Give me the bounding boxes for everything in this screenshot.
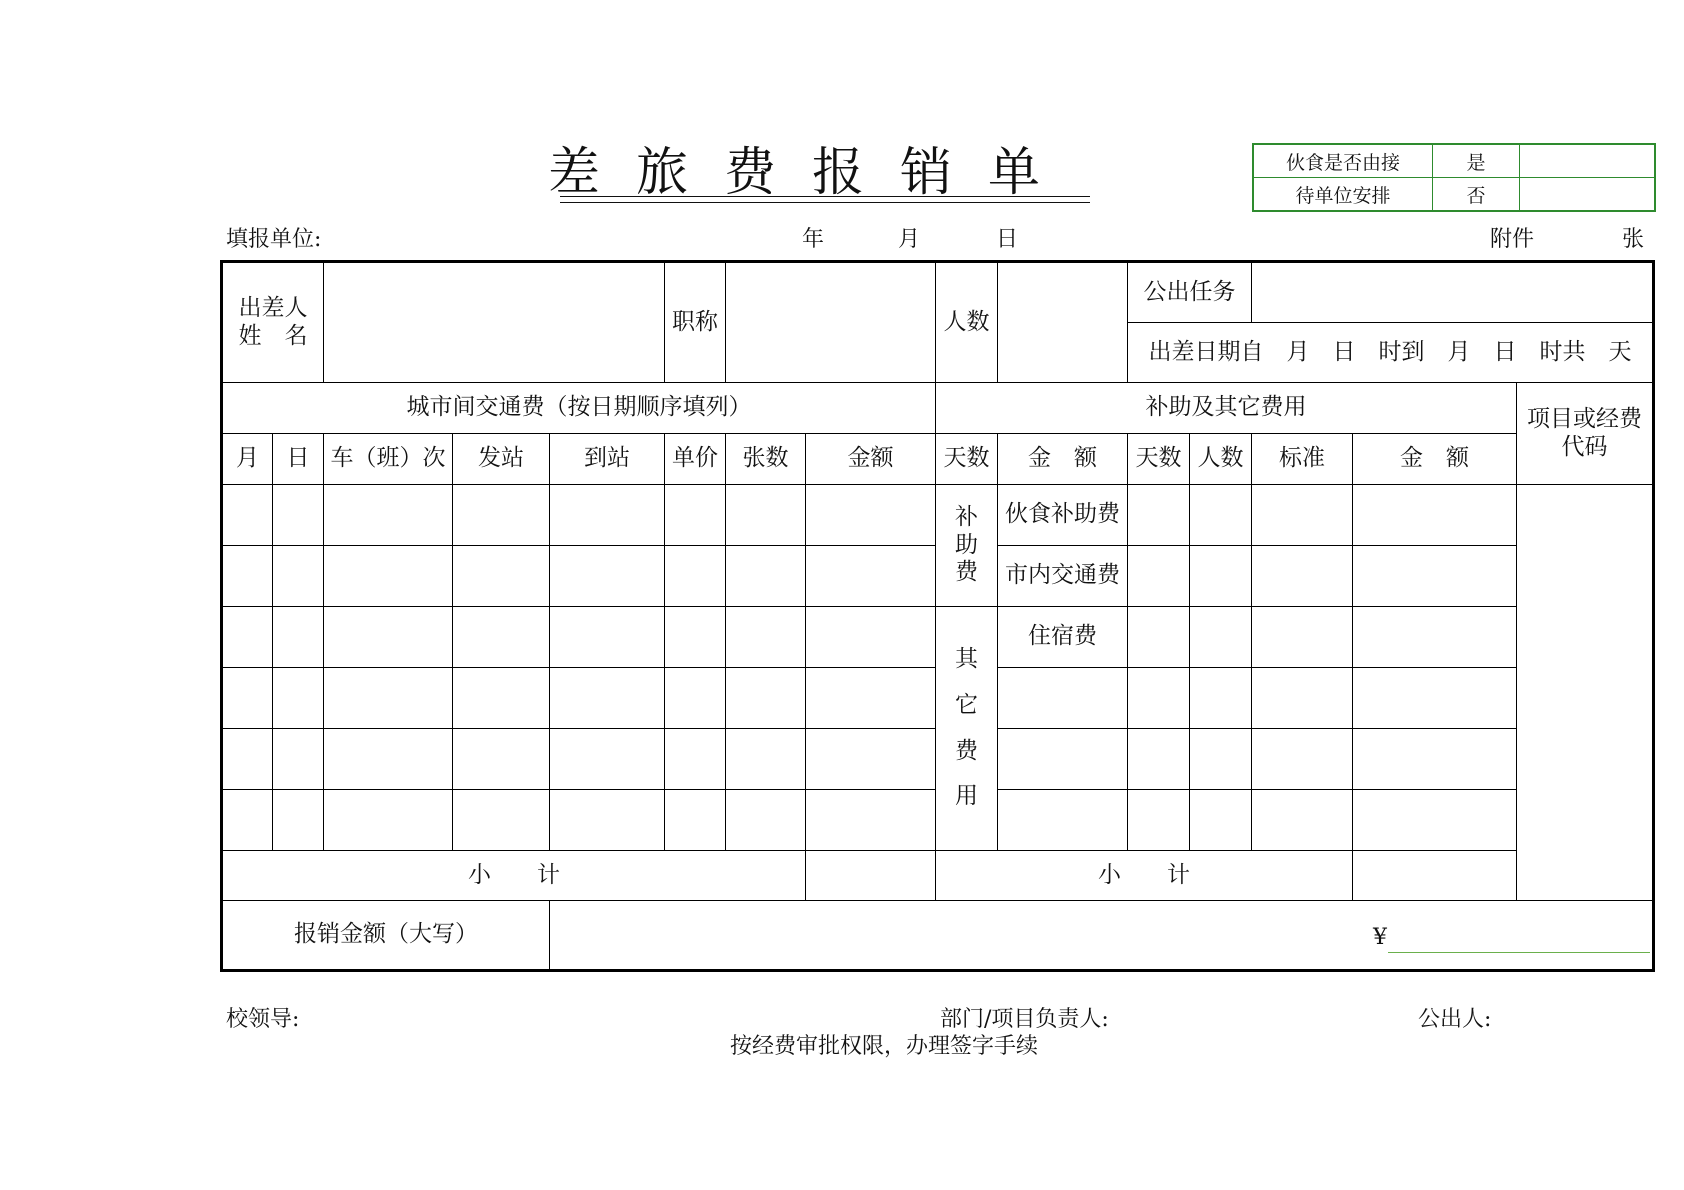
table-cell[interactable] bbox=[1128, 668, 1190, 729]
table-cell[interactable] bbox=[1353, 729, 1517, 790]
col-month: 月 bbox=[222, 434, 273, 485]
traveler-name-field[interactable] bbox=[324, 262, 665, 383]
table-cell[interactable] bbox=[550, 729, 665, 790]
day-label: 日 bbox=[996, 227, 1019, 252]
table-cell[interactable] bbox=[453, 485, 550, 546]
attachment-label: 附件 bbox=[1490, 227, 1535, 252]
table-cell[interactable] bbox=[324, 668, 453, 729]
table-cell[interactable] bbox=[665, 546, 726, 607]
table-cell[interactable] bbox=[453, 729, 550, 790]
travel-dates-field[interactable]: 出差日期自 月 日 时到 月 日 时共 天 bbox=[1128, 323, 1654, 383]
table-cell[interactable] bbox=[1252, 607, 1353, 668]
table-cell[interactable] bbox=[453, 607, 550, 668]
col-allowance-days: 天数 bbox=[936, 434, 998, 485]
table-cell[interactable] bbox=[998, 668, 1128, 729]
allowance-subtotal-field[interactable] bbox=[1353, 851, 1517, 901]
table-cell[interactable] bbox=[726, 729, 806, 790]
table-cell[interactable] bbox=[1252, 668, 1353, 729]
table-cell[interactable] bbox=[324, 485, 453, 546]
table-cell[interactable] bbox=[665, 485, 726, 546]
col-allowance-amount: 金 额 bbox=[998, 434, 1128, 485]
table-cell[interactable] bbox=[273, 607, 324, 668]
table-cell[interactable] bbox=[998, 790, 1128, 851]
col-unit-price: 单价 bbox=[665, 434, 726, 485]
table-cell[interactable] bbox=[806, 790, 936, 851]
traveler-name-label: 出差人 姓 名 bbox=[222, 262, 324, 383]
col-day: 日 bbox=[273, 434, 324, 485]
allowance-section-header: 补助及其它费用 bbox=[936, 383, 1517, 434]
meal-arrangement-box bbox=[1252, 143, 1656, 212]
table-cell[interactable] bbox=[806, 607, 936, 668]
table-cell[interactable] bbox=[1190, 485, 1252, 546]
table-cell[interactable] bbox=[998, 729, 1128, 790]
table-cell[interactable] bbox=[1128, 607, 1190, 668]
official-task-label: 公出任务 bbox=[1128, 262, 1252, 323]
table-cell[interactable] bbox=[222, 729, 273, 790]
table-cell[interactable] bbox=[453, 790, 550, 851]
job-title-field[interactable] bbox=[726, 262, 936, 383]
table-cell[interactable] bbox=[726, 607, 806, 668]
unit-label: 填报单位: bbox=[226, 227, 322, 252]
table-cell[interactable] bbox=[665, 729, 726, 790]
local-transport-label: 市内交通费 bbox=[998, 546, 1128, 607]
table-cell[interactable] bbox=[550, 607, 665, 668]
table-cell[interactable] bbox=[1252, 546, 1353, 607]
sheets-label: 张 bbox=[1622, 227, 1645, 252]
meal-question-line2: 待单位安排 bbox=[1253, 178, 1433, 212]
project-code-label: 项目或经费代码 bbox=[1517, 383, 1654, 485]
table-cell[interactable] bbox=[1353, 668, 1517, 729]
table-cell[interactable] bbox=[1128, 729, 1190, 790]
allowance-subtotal-label: 小 计 bbox=[936, 851, 1353, 901]
title-underline bbox=[560, 196, 1090, 197]
table-cell[interactable] bbox=[726, 485, 806, 546]
meal-question-line1: 伙食是否由接 bbox=[1253, 144, 1433, 178]
table-cell[interactable] bbox=[550, 546, 665, 607]
table-cell[interactable] bbox=[222, 546, 273, 607]
people-count-label: 人数 bbox=[936, 262, 998, 383]
col-standard: 标准 bbox=[1252, 434, 1353, 485]
table-cell[interactable] bbox=[806, 668, 936, 729]
table-cell[interactable] bbox=[726, 790, 806, 851]
table-cell[interactable] bbox=[324, 790, 453, 851]
meal-no-label: 否 bbox=[1433, 178, 1520, 212]
table-cell[interactable] bbox=[1190, 546, 1252, 607]
table-cell[interactable] bbox=[1252, 729, 1353, 790]
meal-no-checkbox[interactable] bbox=[1520, 178, 1656, 212]
year-label: 年 bbox=[802, 227, 825, 252]
reimburse-total-field[interactable] bbox=[550, 901, 1654, 971]
table-cell[interactable] bbox=[324, 729, 453, 790]
table-cell[interactable] bbox=[550, 485, 665, 546]
table-cell[interactable] bbox=[222, 790, 273, 851]
people-count-field[interactable] bbox=[998, 262, 1128, 383]
table-cell[interactable] bbox=[1190, 790, 1252, 851]
col-amount: 金额 bbox=[806, 434, 936, 485]
dept-head-label: 部门/项目负责人: bbox=[940, 1007, 1109, 1032]
other-group-label: 其 它 费 用 bbox=[936, 607, 998, 851]
table-cell[interactable] bbox=[806, 546, 936, 607]
table-cell[interactable] bbox=[222, 485, 273, 546]
project-code-field[interactable] bbox=[1517, 485, 1654, 901]
table-cell[interactable] bbox=[453, 668, 550, 729]
table-cell[interactable] bbox=[806, 729, 936, 790]
table-cell[interactable] bbox=[550, 790, 665, 851]
allowance-group-label: 补 助 费 bbox=[936, 485, 998, 607]
table-cell[interactable] bbox=[1353, 790, 1517, 851]
table-cell[interactable] bbox=[1353, 546, 1517, 607]
table-cell[interactable] bbox=[1190, 607, 1252, 668]
table-cell[interactable] bbox=[1128, 485, 1190, 546]
amount-underline bbox=[1388, 952, 1650, 953]
table-cell[interactable] bbox=[1353, 607, 1517, 668]
form-title: 差旅费报销单 bbox=[548, 143, 1077, 203]
table-cell[interactable] bbox=[222, 668, 273, 729]
table-cell[interactable] bbox=[324, 607, 453, 668]
traveler-signature-label: 公出人: bbox=[1418, 1007, 1492, 1032]
table-cell[interactable] bbox=[806, 485, 936, 546]
table-cell[interactable] bbox=[273, 668, 324, 729]
intercity-subtotal-field[interactable] bbox=[806, 851, 936, 901]
title-underline-double bbox=[560, 202, 1090, 203]
intercity-subtotal-label: 小 计 bbox=[222, 851, 806, 901]
meal-yes-label: 是 bbox=[1433, 144, 1520, 178]
month-label: 月 bbox=[898, 227, 921, 252]
table-cell[interactable] bbox=[273, 546, 324, 607]
reimburse-total-label: 报销金额（大写） bbox=[222, 901, 550, 971]
intercity-section-header: 城市间交通费（按日期顺序填列） bbox=[222, 383, 936, 434]
reimbursement-table bbox=[220, 260, 1655, 972]
meal-allowance-label: 伙食补助费 bbox=[998, 485, 1128, 546]
col-train-number: 车（班）次 bbox=[324, 434, 453, 485]
col-departure: 发站 bbox=[453, 434, 550, 485]
table-cell[interactable] bbox=[273, 729, 324, 790]
col-other-people: 人数 bbox=[1190, 434, 1252, 485]
table-cell[interactable] bbox=[726, 546, 806, 607]
job-title-label: 职称 bbox=[665, 262, 726, 383]
lodging-label: 住宿费 bbox=[998, 607, 1128, 668]
yen-symbol: ¥ bbox=[1373, 925, 1387, 950]
col-ticket-count: 张数 bbox=[726, 434, 806, 485]
table-cell[interactable] bbox=[1190, 729, 1252, 790]
table-cell[interactable] bbox=[222, 607, 273, 668]
table-cell[interactable] bbox=[324, 546, 453, 607]
table-cell[interactable] bbox=[1128, 790, 1190, 851]
table-cell[interactable] bbox=[1252, 485, 1353, 546]
table-cell[interactable] bbox=[726, 668, 806, 729]
col-other-days: 天数 bbox=[1128, 434, 1190, 485]
table-cell[interactable] bbox=[273, 485, 324, 546]
table-cell[interactable] bbox=[1353, 485, 1517, 546]
col-arrival: 到站 bbox=[550, 434, 665, 485]
table-cell[interactable] bbox=[453, 546, 550, 607]
table-cell[interactable] bbox=[1190, 668, 1252, 729]
table-cell[interactable] bbox=[550, 668, 665, 729]
official-task-field[interactable] bbox=[1252, 262, 1654, 323]
table-cell[interactable] bbox=[665, 668, 726, 729]
school-leader-label: 校领导: bbox=[226, 1007, 300, 1032]
table-cell[interactable] bbox=[1252, 790, 1353, 851]
table-cell[interactable] bbox=[665, 607, 726, 668]
col-other-amount: 金 额 bbox=[1353, 434, 1517, 485]
table-cell[interactable] bbox=[273, 790, 324, 851]
approval-note: 按经费审批权限，办理签字手续 bbox=[730, 1034, 1039, 1059]
table-cell[interactable] bbox=[1128, 546, 1190, 607]
table-cell[interactable] bbox=[665, 790, 726, 851]
meal-yes-checkbox[interactable] bbox=[1520, 144, 1656, 178]
